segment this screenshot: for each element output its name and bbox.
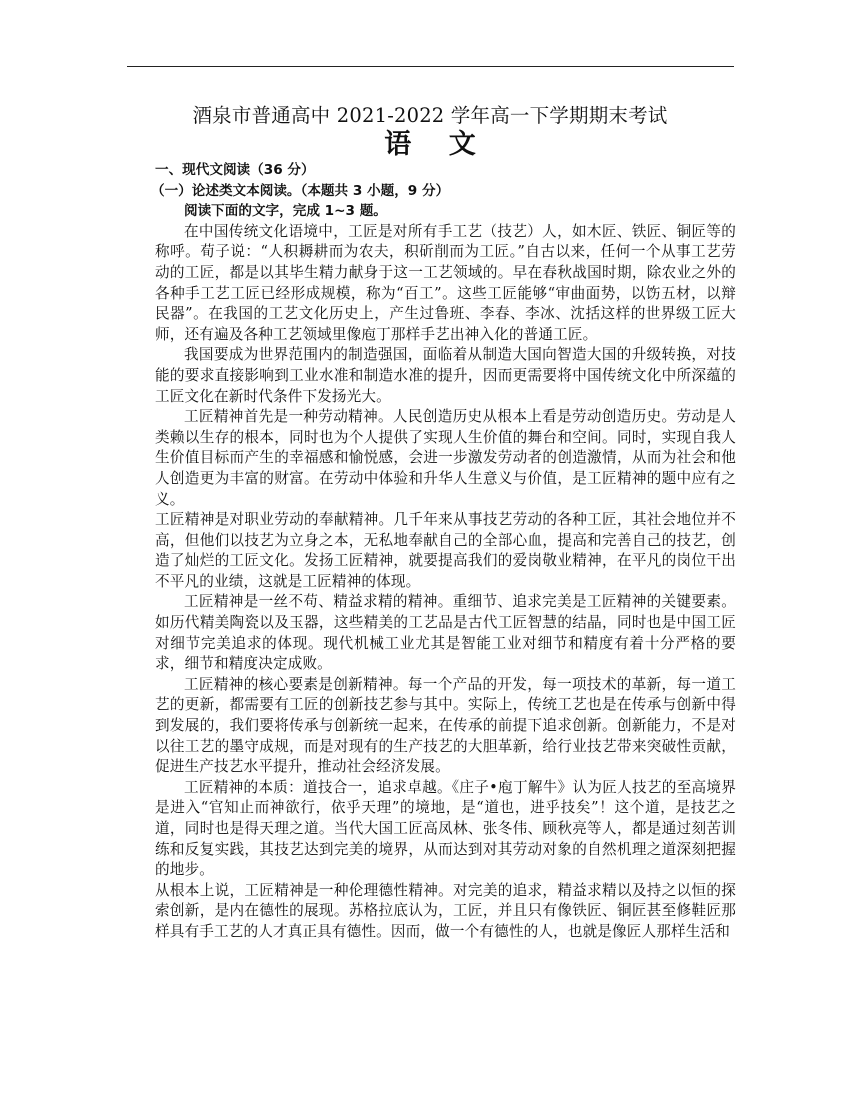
paragraph-2: 我国要成为世界范围内的制造强国，面临着从制造大国向智造大国的升级转换，对技能的要求直接影响到工业水准和制造水准的提升，因而更需要将中国传统文化中所深蕴的工匠文化在新时代条件下发扬光大。 [155,346,736,405]
paragraph-1: 在中国传统文化语境中，工匠是对所有手工艺（技艺）人，如木匠、铁匠、铜匠等的称呼。荀子说：“人积耨耕而为农夫，积斫削而为工匠。”自古以来，任何一个从事工艺劳动的工匠，都是以其毕生精力献身于这一工艺领域的。早在春秋战国时期，除农业之外的各种手工艺工匠已经形成规模，称为“百工”。这些工匠能够“审曲面势，以饬五材，以辩民器”。在我国的工艺文化历史上，产生过鲁班、李春、李冰、沈括这样的世界级工匠大师，还有遍及各种工艺领域里像庖丁那样手艺出神入化的普通工匠。 [155,222,736,343]
paragraph-4: 工匠精神是对职业劳动的奉献精神。几千年来从事技艺劳动的各种工匠，其社会地位并不高，但他们以技艺为立身之本，无私地奉献自己的全部心血，提高和完善自己的技艺，创造了灿烂的工匠文化。发扬工匠精神，就要提高我们的爱岗敬业精神，在平凡的岗位干出不平凡的业绩，这就是工匠精神的体现。 [155,511,736,590]
document-body [151,160,736,943]
paragraph-6: 工匠精神的核心要素是创新精神。每一个产品的开发，每一项技术的革新，每一道工艺的更新，都需要有工匠的创新技艺参与其中。实际上，传统工艺也是在传承与创新中得到发展的，我们要将传承与创新统一起来，在传承的前提下追求创新。创新能力，不是对以往工艺的墨守成规，而是对现有的生产技艺的大胆革新，给行业技艺带来突破性贡献，促进生产技艺水平提升，推动社会经济发展。 [155,675,736,776]
paragraph-3: 工匠精神首先是一种劳动精神。人民创造历史从根本上看是劳动创造历史。劳动是人类赖以生存的根本，同时也为个人提供了实现人生价值的舞台和空间。同时，实现自我人生价值目标而产生的幸福感和愉悦感，会进一步激发劳动者的创造激情，从而为社会和他人创造更为丰富的财富。在劳动中体验和升华人生意义与价值，是工匠精神的题中应有之义。 [155,408,736,508]
paragraph-5: 工匠精神是一丝不苟、精益求精的精神。重细节、追求完美是工匠精神的关键要素。如历代精美陶瓷以及玉器，这些精美的工艺品是古代工匠智慧的结晶，同时也是中国工匠对细节完美追求的体现。现代机械工业尤其是智能工业对细节和精度有着十分严格的要求，细节和精度决定成败。 [155,593,736,673]
subsection-heading: （一）论述类文本阅读。（本题共 3 小题，9 分） [151,182,450,199]
header-rule [127,66,734,67]
paragraph-8: 从根本上说，工匠精神是一种伦理德性精神。对完美的追求，精益求精以及持之以恒的探索创新，是内在德性的展现。苏格拉底认为，工匠，并且只有像铁匠、铜匠甚至修鞋匠那样具有手工艺的人才真正具有德性。因而，做一个有德性的人，也就是像匠人那样生活和 [155,881,736,940]
section-heading: 一、现代文阅读（36 分） [155,162,315,178]
reading-instruction: 阅读下面的文字，完成 1~3 题。 [184,203,387,220]
paragraph-7: 工匠精神的本质：道技合一，追求卓越。《庄子•庖丁解牛》认为匠人技艺的至高境界是进入“官知止而神欲行，依乎天理”的境地，是“道也，进乎技矣”！这个道，是技艺之道，同时也是得天理之道。当代大国工匠高凤林、张冬伟、顾秋亮等人，都是通过刻苦训练和反复实践，其技艺达到完美的境界，从而达到对其劳动对象的自然机理之道深刻把握的地步。 [155,778,736,879]
exam-title: 酒泉市普通高中 2021-2022 学年高一下学期期末考试 [192,104,668,127]
subject-title: 语 文 [384,129,490,160]
